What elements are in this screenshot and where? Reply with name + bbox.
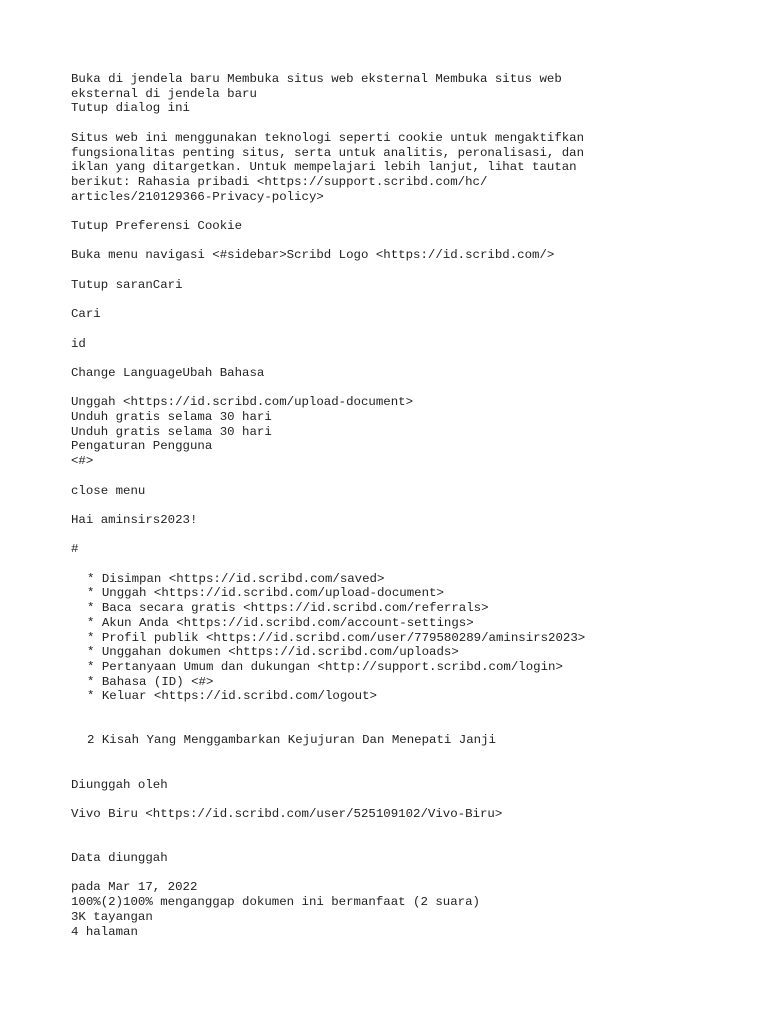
bullet-icon: * xyxy=(87,630,95,645)
spacer xyxy=(71,116,711,131)
cookie-notice-line: Situs web ini menggunakan teknologi seperti cookie untuk mengaktifkan xyxy=(71,130,585,145)
bullet-icon: * xyxy=(87,645,95,660)
menu-item-saved[interactable]: Disimpan <https://id.scribd.com/saved> xyxy=(101,571,385,586)
list-item[interactable] xyxy=(87,572,711,587)
bullet-icon: * xyxy=(87,586,95,601)
spacer xyxy=(71,498,711,513)
document-title: 2 Kisah Yang Menggambarkan Kejujuran Dan Menepati Janji xyxy=(87,733,496,748)
cookie-notice-line: fungsionalitas penting situs, serta untuk analitis, peronalisasi, dan xyxy=(71,145,585,160)
close-suggestions-button[interactable]: Tutup saranCari xyxy=(71,277,183,292)
spacer xyxy=(71,866,711,881)
spacer xyxy=(71,748,711,777)
menu-item-logout[interactable]: Keluar <https://id.scribd.com/logout> xyxy=(101,689,377,704)
bullet-icon: * xyxy=(87,689,95,704)
cookie-notice-line: iklan yang ditargetkan. Untuk mempelajari lebih lanjut, lihat tautan xyxy=(71,160,577,175)
change-language-button[interactable]: Change LanguageUbah Bahasa xyxy=(71,365,265,380)
bullet-icon: * xyxy=(87,615,95,630)
page-count: 4 halaman xyxy=(71,924,138,939)
bullet-icon: * xyxy=(87,659,95,674)
spacer xyxy=(71,322,711,337)
account-menu xyxy=(71,572,711,704)
user-settings-hash-link[interactable]: <#> xyxy=(71,454,94,469)
menu-item-public-profile[interactable]: Profil publik <https://id.scribd.com/user/779580289/aminsirs2023> xyxy=(101,630,586,645)
spacer xyxy=(71,292,711,307)
list-item[interactable] xyxy=(87,645,711,660)
menu-item-upload[interactable]: Unggah <https://id.scribd.com/upload-document> xyxy=(101,586,444,601)
download-free-link[interactable]: Unduh gratis selama 30 hari xyxy=(71,424,272,439)
bullet-icon: * xyxy=(87,601,95,616)
menu-item-read-free[interactable]: Baca secara gratis <https://id.scribd.com/referrals> xyxy=(101,601,489,616)
list-item[interactable] xyxy=(87,675,711,690)
close-menu-button[interactable]: close menu xyxy=(71,483,146,498)
list-item[interactable] xyxy=(87,631,711,646)
spacer xyxy=(71,528,711,543)
language-code: id xyxy=(71,336,86,351)
hash-link[interactable]: # xyxy=(71,542,79,557)
list-item[interactable] xyxy=(87,586,711,601)
list-item[interactable] xyxy=(87,660,711,675)
spacer xyxy=(71,822,711,851)
upload-date-label: Data diunggah xyxy=(71,851,168,866)
menu-item-faq-support[interactable]: Pertanyaan Umum dan dukungan <http://support.scribd.com/login> xyxy=(101,659,563,674)
rating-text: 100%(2)100% menganggap dokumen ini bermanfaat (2 suara) xyxy=(71,895,480,910)
uploaded-by-label: Diunggah oleh xyxy=(71,777,168,792)
spacer xyxy=(71,557,711,572)
spacer xyxy=(71,381,711,396)
list-item[interactable] xyxy=(87,616,711,631)
user-settings-button[interactable]: Pengaturan Pengguna xyxy=(71,439,213,454)
close-dialog-button[interactable]: Tutup dialog ini xyxy=(71,101,190,116)
spacer xyxy=(71,234,711,249)
spacer xyxy=(71,351,711,366)
open-new-window-link-cont[interactable]: eksternal di jendela baru xyxy=(71,86,257,101)
list-item[interactable] xyxy=(87,601,711,616)
open-new-window-link[interactable]: Buka di jendela baru Membuka situs web eksternal Membuka situs web xyxy=(71,72,562,86)
spacer xyxy=(71,204,711,219)
open-navigation-menu-link[interactable]: Buka menu navigasi <#sidebar>Scribd Logo <https://id.scribd.com/> xyxy=(71,248,555,263)
privacy-policy-link-cont[interactable]: articles/210129366-Privacy-policy> xyxy=(71,189,324,204)
search-button[interactable]: Cari xyxy=(71,307,101,322)
menu-item-account[interactable]: Akun Anda <https://id.scribd.com/account-settings> xyxy=(101,615,474,630)
close-cookie-preferences-button[interactable]: Tutup Preferensi Cookie xyxy=(71,219,243,233)
menu-item-language[interactable]: Bahasa (ID) <#> xyxy=(101,674,214,689)
menu-item-uploads[interactable]: Unggahan dokumen <https://id.scribd.com/uploads> xyxy=(101,645,459,660)
spacer xyxy=(71,263,711,278)
spacer xyxy=(71,792,711,807)
document-page xyxy=(71,72,711,939)
bullet-icon: * xyxy=(87,674,95,689)
view-count: 3K tayangan xyxy=(71,909,153,924)
bullet-icon: * xyxy=(87,571,95,586)
spacer xyxy=(71,469,711,484)
download-free-link[interactable]: Unduh gratis selama 30 hari xyxy=(71,410,272,425)
user-greeting: Hai aminsirs2023! xyxy=(71,512,198,527)
spacer xyxy=(71,704,711,733)
uploader-link[interactable]: Vivo Biru <https://id.scribd.com/user/525109102/Vivo-Biru> xyxy=(71,806,503,821)
privacy-policy-link[interactable]: berikut: Rahasia pribadi <https://support.scribd.com/hc/ xyxy=(71,174,488,189)
upload-date: pada Mar 17, 2022 xyxy=(71,880,198,895)
list-item[interactable] xyxy=(87,689,711,704)
upload-link[interactable]: Unggah <https://id.scribd.com/upload-document> xyxy=(71,395,414,410)
